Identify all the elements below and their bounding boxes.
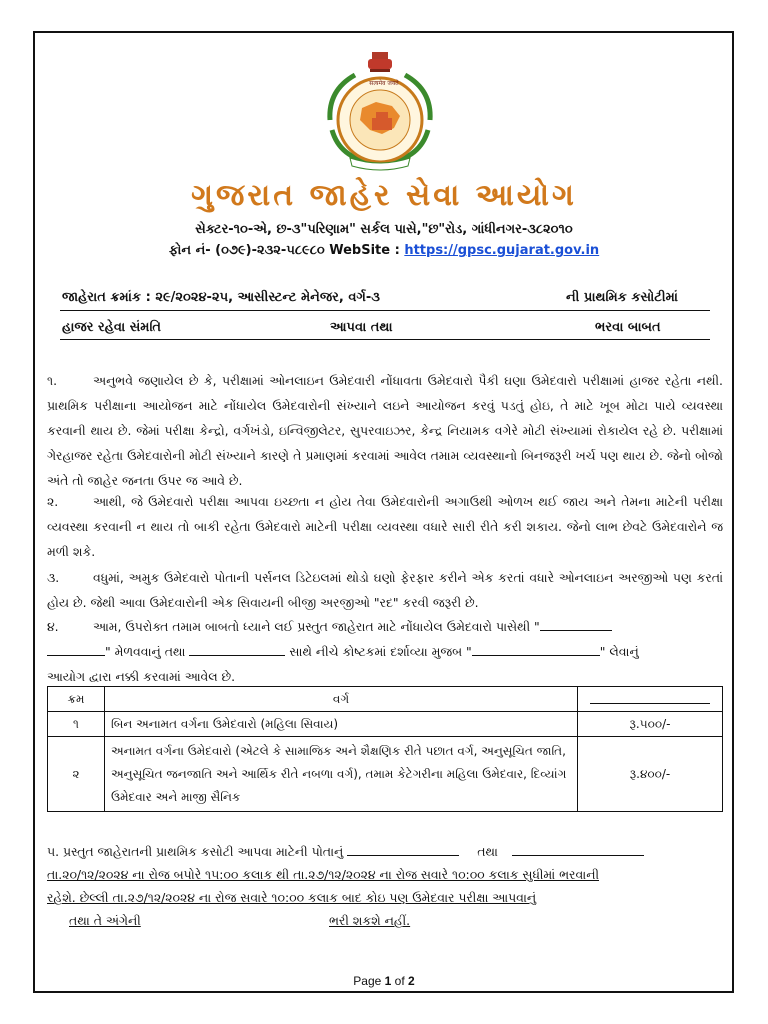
advertisement-suffix: ની પ્રાથમિક કસોટીમાં	[566, 290, 678, 305]
contact-line	[0, 243, 768, 258]
column-header-amount	[578, 687, 723, 712]
fee-table	[47, 686, 723, 812]
row-number: ૧	[48, 712, 105, 737]
gpsc-seal-icon	[310, 50, 450, 180]
national-emblem-icon	[368, 52, 392, 72]
column-header-number: ક્રમ	[48, 687, 105, 712]
website-link[interactable]: https://gpsc.gujarat.gov.in	[404, 243, 600, 258]
deadline-text: રહેશે. છેલ્લી તા.૨૭/૧૨/૨૦૨૪ ના રોજ સવારે ૧૦:૦૦ કલાક બાદ કોઇ પણ ઉમેદવાર પરીક્ષા આપવાનું	[47, 890, 537, 905]
row-amount: રૂ.૪૦૦/-	[578, 737, 723, 812]
row-amount: રૂ.૫૦૦/-	[578, 712, 723, 737]
table-header-row	[48, 687, 723, 712]
giving-label: આપવા તથા	[330, 320, 393, 335]
column-header-category: વર્ગ	[105, 687, 578, 712]
consent-label: હાજર રહેવા સંમતિ	[62, 320, 162, 335]
paragraph-3: ૩. વધુમાં, અમુક ઉમેદવારો પોતાની પર્સનલ ડિટેઇલમાં થોડો ઘણો ફેરફાર કરીને એક કરતાં વધારે ઓનલાઇન અરજીઓ પણ કરતાં હોય છે. જેથી આવા ઉમેદવારોની એક સિવાયની બીજી અરજીઓ "રદ" કરવી જરૂરી છે.	[47, 570, 723, 610]
row-category: અનામત વર્ગના ઉમેદવારો (એટલે કે સામાજિક અને શૈક્ષણિક રીતે પછાત વર્ગ, અનુસૂચિત જાતિ, અનુસૂચિત જનજાતિ અને આર્થિક રીતે નબળા વર્ગ), તમામ કેટેગરીના મહિલા ઉમેદવાર, દિવ્યાંગ ઉમેદવાર અને માજી સૈનિક	[105, 737, 578, 812]
address-line: સેક્ટર-૧૦-એ, છ-૩"પરિણામ" સર્કલ પાસે,"છ"રોડ, ગાંધીનગર-૩૮૨૦૧૦	[195, 222, 573, 237]
organization-name: ગુજરાત જાહેર સેવા આયોગ	[191, 178, 577, 213]
table-row	[48, 737, 723, 812]
emblem-motto: सत्यमेव जयते	[369, 80, 399, 87]
fee-matter-label: ભરવા બાબત	[595, 320, 661, 335]
row-category: બિન અનામત વર્ગના ઉમેદવારો (મહિલા સિવાય)	[105, 712, 578, 737]
paragraph-2: ૨. આથી, જે ઉમેદવારો પરીક્ષા આપવા ઇચ્છતા ન હોય તેવા ઉમેદવારોની અગાઉથી ઓળખ થઈ જાય અને તેમના માટેની પરીક્ષા વ્યવસ્થા કરવાની ન થાય તો બાકી રહેતા ઉમેદવારો માટેની પરીક્ષા વ્યવસ્થા વધારે સારી રીતે કરી શકાય. જેનો લાભ છેવટે ઉમેદવારોને જ મળી શકે.	[47, 494, 723, 559]
phone-text: ફોન નં- (૦૭૯)-૨૩૨-૫૮૯૮૦ WebSite :	[168, 243, 400, 258]
table-row	[48, 712, 723, 737]
date-range-text: તા.૨૦/૧૨/૨૦૨૪ ના રોજ બપોરે ૧૫:૦૦ કલાક થી તા.૨૭/૧૨/૨૦૨૪ ના રોજ સવારે ૧૦:૦૦ કલાક સુધીમાં ભરવાની	[47, 867, 599, 882]
paragraph-5: ૫. પ્રસ્તુત જાહેરાતની પ્રાથમિક કસોટી આપવા માટેની પોતાનું તથા તા.૨૦/૧૨/૨૦૨૪ ના રોજ બપોરે ૧૫:૦૦ કલાક થી તા.૨૭/૧૨/૨૦૨૪ ના રોજ સવારે ૧૦:૦૦ કલાક સુધીમાં ભરવાની રહેશે. છેલ્લી તા.૨૭/૧૨/૨૦૨૪ ના રોજ સવારે ૧૦:૦૦ કલાક બાદ કોઇ પણ ઉમેદવાર પરીક્ષા આપવાનું તથા તે અંગેની ભરી શકશે નહીં.	[47, 840, 723, 932]
advertisement-number: જાહેરાત ક્રમાંક : ૨૯/૨૦૨૪-૨૫, આસીસ્ટન્ટ મેનેજર, વર્ગ-૩	[62, 290, 380, 305]
paragraph-4: ૪. આમ, ઉપરોક્ત તમામ બાબતો ધ્યાને લઈ પ્રસ્તુત જાહેરાત માટે નોંધાયેલ ઉમેદવારો પાસેથી " " મેળવવાનું તથા સાથે નીચે કોષ્ટકમાં દર્શાવ્યા મુજબ " " લેવાનું આયોગ દ્વારા નક્કી કરવામાં આવેલ છે.	[47, 619, 639, 684]
divider-line	[60, 339, 710, 340]
page-number: Page 1 of 2	[353, 974, 415, 988]
divider-line	[60, 310, 710, 311]
paragraph-1: ૧. અનુભવે જણાયેલ છે કે, પરીક્ષામાં ઓનલાઇન ઉમેદવારી નોંધાવતા ઉમેદવારો પૈકી ઘણા ઉમેદવારો પરીક્ષામાં હાજર રહેતા નથી. પ્રાથમિક પરીક્ષાના આયોજન માટે નોંધાયેલ ઉમેદવારોની સંખ્યાને લઇને આયોજન કરવું પડતું હોઇ, તે માટે ખૂબ મોટા પાયે વ્યવસ્થા કરવાની થાય છે. જેમાં પરીક્ષા કેન્દ્રો, વર્ગખંડો, ઇન્વિજીલેટર, સુપરવાઇઝર, કેન્દ્ર નિયામક વગેરે મોટી સંખ્યામાં રોકાયેલ રહે છે. પરીક્ષામાં ગેરહાજર રહેતા ઉમેદવારોની મોટી સંખ્યાને કારણે તે પ્રમાણમાં કરવામાં આવેલ તમામ વ્યવસ્થાનો બિનજરૂરી ખર્ચ પણ થાય છે. જેનો બોજો અંતે તો જાહેર જનતા ઉપર જ આવે છે.	[47, 373, 723, 488]
row-number: ૨	[48, 737, 105, 812]
